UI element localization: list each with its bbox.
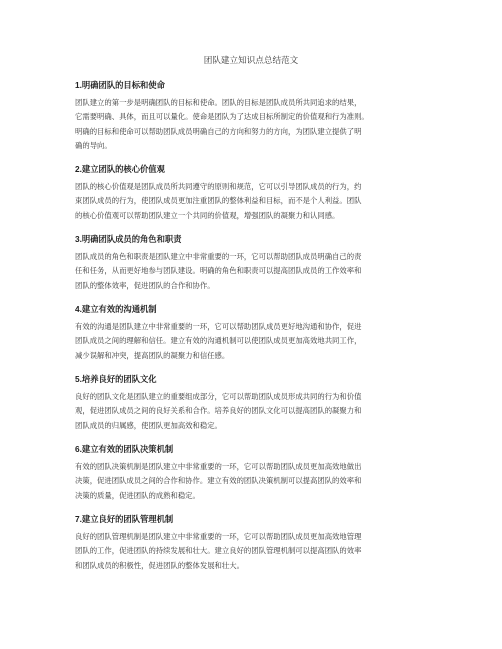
body-line: 确的导向。 [75,141,112,151]
section-7 [75,513,430,573]
section-number: 1. [75,80,82,90]
body-line: 团队的核心价值观是团队成员所共同遵守的原则和规范，它可以引导团队成员的行为，约 [75,182,362,191]
body-line: 决策，促进团队成员之间的合作和协作。建立有效的团队决策机制可以提高团队的效率和 [75,476,362,486]
section-heading [75,443,430,455]
section-heading [75,233,430,245]
body-line: 决策的质量，促进团队的成熟和稳定。 [75,490,200,500]
section-body [75,530,430,573]
section-body [75,96,430,154]
body-line: 团队成员的归属感，使团队更加高效和稳定。 [75,420,222,430]
body-line: 它需要明确、具体，而且可以量化。使命是团队为了达成目标所制定的价值观和行为准则。 [75,112,369,122]
section-title: 明确团队成员的角色和职责 [81,234,182,244]
section-number: 4. [75,304,82,314]
section-body [75,460,430,503]
section-heading [75,513,430,525]
body-line: 的核心价值观可以帮助团队建立一个共同的价值观，增强团队的凝聚力和认同感。 [75,210,340,220]
body-line: 团队的整体效率，促进团队的合作和协作。 [75,280,215,290]
section-title: 培养良好的团队文化 [81,374,157,384]
section-number: 6. [75,444,82,454]
body-line: 良好的团队文化是团队建立的重要组成部分，它可以帮助团队成员形成共同的行为和价值 [75,392,362,401]
section-3 [75,233,430,293]
section-6 [75,443,430,503]
body-line: 减少误解和冲突，提高团队的凝聚力和信任感。 [75,350,230,360]
section-2 [75,163,430,223]
section-number: 3. [75,234,82,244]
body-line: 任和任务，从而更好地参与团队建设。明确的角色和职责可以提高团队成员的工作效率和 [75,266,362,276]
body-line: 有效的团队决策机制是团队建立中非常重要的一环，它可以帮助团队成员更加高效地做出 [75,462,362,471]
body-line: 团队成员的角色和职责是团队建立中非常重要的一环，它可以帮助团队成员明确自己的责 [75,252,362,261]
body-line: 束团队成员的行为，使团队成员更加注重团队的整体利益和目标，而不是个人利益。团队 [75,196,362,206]
body-line: 团队的工作，促进团队的持续发展和壮大。建立良好的团队管理机制可以提高团队的效率 [75,546,362,556]
section-title: 建立有效的沟通机制 [81,304,157,314]
body-line: 和团队成员的积极性，促进团队的整体发展和壮大。 [75,560,244,570]
section-title: 建立有效的团队决策机制 [81,444,174,454]
section-5 [75,373,430,433]
section-number: 7. [75,514,82,524]
section-heading [75,163,430,175]
section-body [75,390,430,433]
section-body [75,180,430,223]
body-line: 明确的目标和使命可以帮助团队成员明确自己的方向和努力的方向，为团队建立提供了明 [75,126,362,136]
body-line: 观，促进团队成员之间的良好关系和合作。培养良好的团队文化可以提高团队的凝聚力和 [75,406,362,416]
section-4 [75,303,430,363]
section-heading [75,373,430,385]
section-title: 建立良好的团队管理机制 [81,514,174,524]
section-number: 2. [75,164,82,174]
section-1 [75,79,430,154]
body-line: 团队建立的第一步是明确团队的目标和使命。团队的目标是团队成员所共同追求的结果， [75,98,362,107]
section-title: 明确团队的目标和使命 [81,80,165,90]
section-title: 建立团队的核心价值观 [81,164,165,174]
section-heading [75,79,430,91]
body-line: 良好的团队管理机制是团队建立中非常重要的一环，它可以帮助团队成员更加高效地管理 [75,532,362,541]
section-heading [75,303,430,315]
document-title: 团队建立知识点总结范文 [203,56,299,66]
body-line: 有效的沟通是团队建立中非常重要的一环，它可以帮助团队成员更好地沟通和协作，促进 [75,322,362,331]
section-number: 5. [75,374,82,384]
section-body [75,250,430,293]
section-body [75,320,430,363]
body-line: 团队成员之间的理解和信任。建立有效的沟通机制可以使团队成员更加高效地共同工作， [75,336,362,346]
